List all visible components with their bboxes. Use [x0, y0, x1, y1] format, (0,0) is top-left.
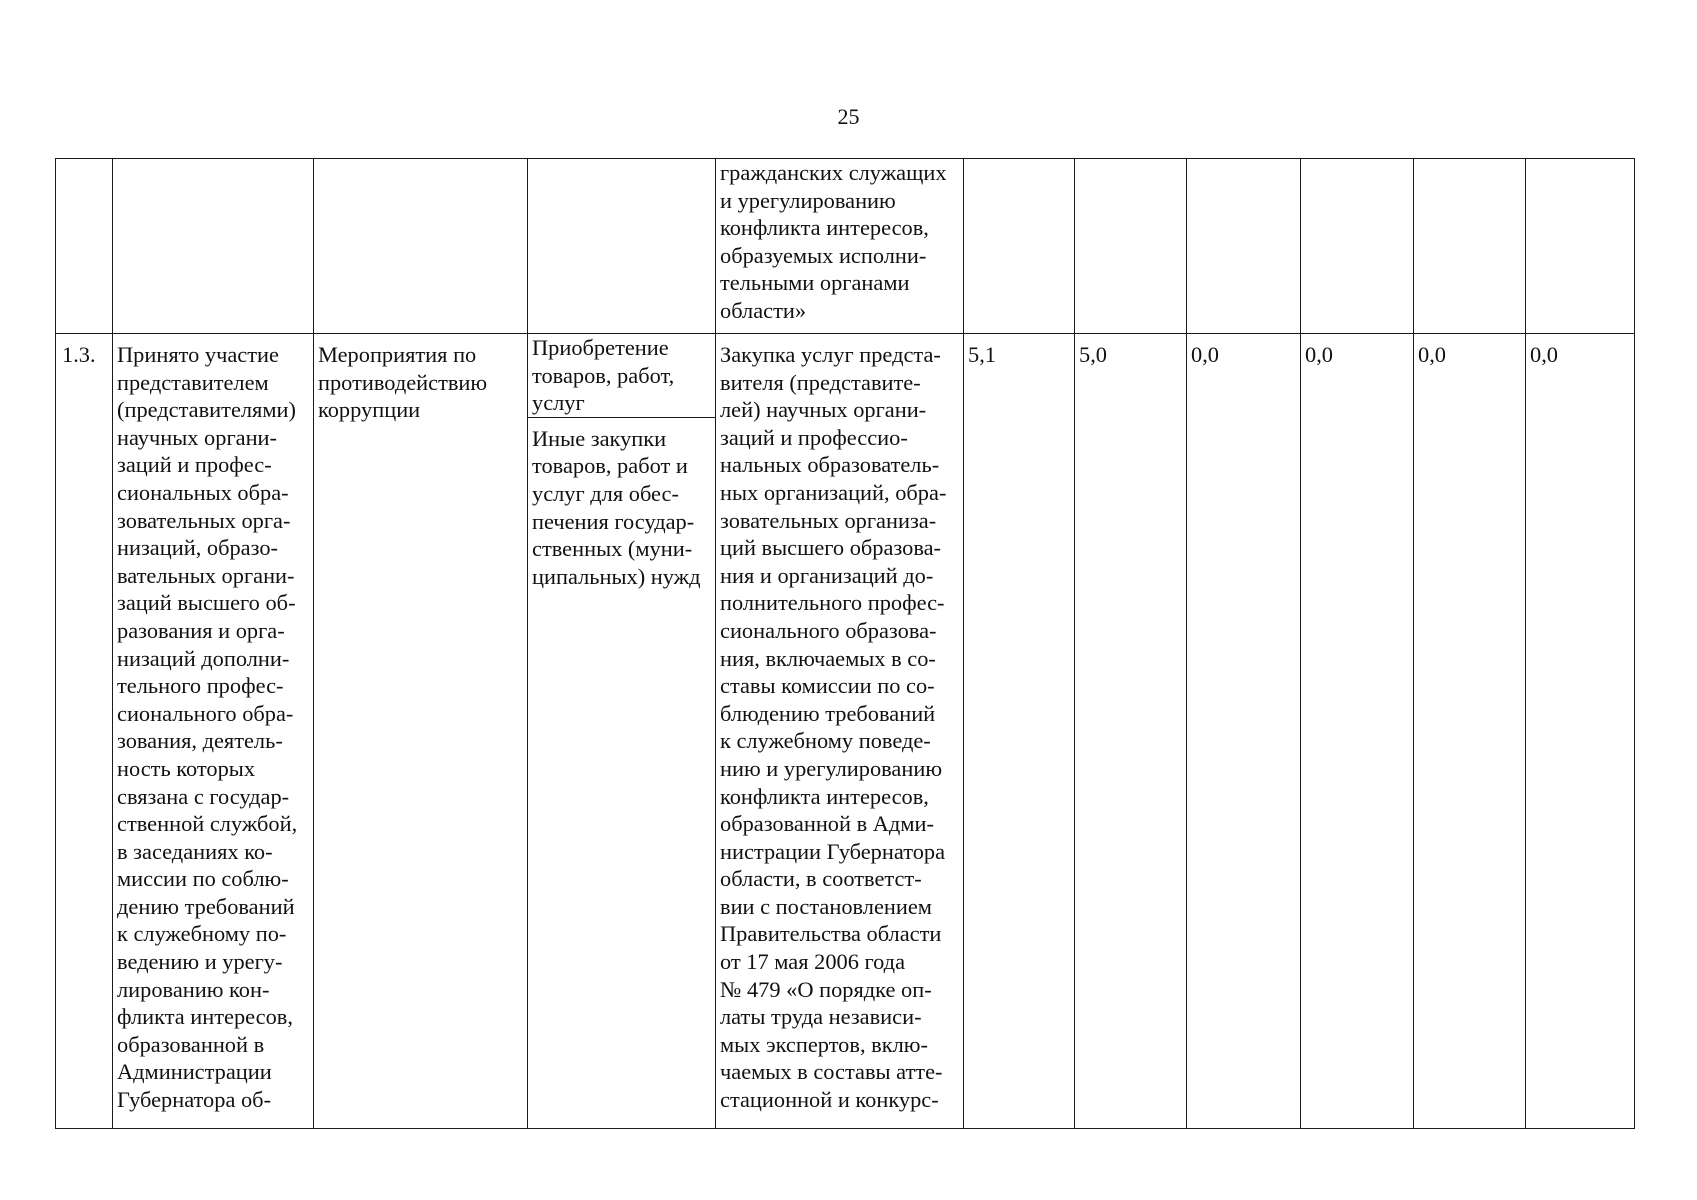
expense-subtype-label: Иные закупки товаров, работ и услуг для обес- печения государ- ственных (муни- ципальных) нужд — [532, 425, 701, 589]
cell-value: 0,0 — [1301, 334, 1414, 1129]
cell-description: Закупка услуг предста- вителя (представите- лей) научных органи- заций и профессио- нальных образователь- ных организаций, обра- зовательных организа- ций высшего образова- ния и организаций до- полнительного профес- сионального образова- ния, включаемых в со- ставы комиссии по со- блюдению требований к служебному поведе- нию и урегулированию конфликта интересов, образованной в Адми- нистрации Губернатора области, в соответст- вии с постановлением Правительства области от 17 мая 2006 года № 479 «О порядке оп- латы труда независи- мых экспертов, вклю- чаемых в составы атте- стационной и конкурс- — [716, 334, 964, 1129]
cell-value: 0,0 — [1526, 334, 1635, 1129]
table-row-continuation — [56, 159, 1635, 334]
cell-number — [56, 159, 113, 334]
cell-value: 0,0 — [1187, 334, 1301, 1129]
cell-number: 1.3. — [56, 334, 113, 1129]
cell-program: Мероприятия по противодействию коррупции — [314, 334, 528, 1129]
table-row-1-3 — [56, 334, 1635, 1129]
cell-event: Принято участие представителем (представителями) научных органи- заций и профес- сиональных обра- зовательных орга- низаций, образо- вательных органи- заций высшего об- разования и орга- низаций дополни- тельного профес- сионального обра- зования, деятель- ность которых связана с государ- ственной службой, в заседаниях ко- миссии по соблю- дению требований к служебному по- ведению и урегу- лированию кон- фликта интересов, образованной в Администрации Губернатора об- — [113, 334, 314, 1129]
cell-value — [1075, 159, 1187, 334]
cell-expense-type — [528, 334, 716, 1129]
cell-value — [964, 159, 1075, 334]
cell-value — [1301, 159, 1414, 334]
budget-table — [55, 158, 1635, 1129]
cell-value: 5,0 — [1075, 334, 1187, 1129]
cell-value: 5,1 — [964, 334, 1075, 1129]
cell-program — [314, 159, 528, 334]
cell-value — [1187, 159, 1301, 334]
cell-value: 0,0 — [1414, 334, 1526, 1129]
page-number: 25 — [837, 104, 860, 129]
cell-event — [113, 159, 314, 334]
cell-value — [1526, 159, 1635, 334]
cell-expense-type — [528, 159, 716, 334]
cell-value — [1414, 159, 1526, 334]
cell-description: гражданских служащих и урегулированию конфликта интересов, образуемых исполни- тельными органами области» — [716, 159, 964, 334]
expense-type-label: Приобретение товаров, работ, услуг — [528, 334, 715, 418]
